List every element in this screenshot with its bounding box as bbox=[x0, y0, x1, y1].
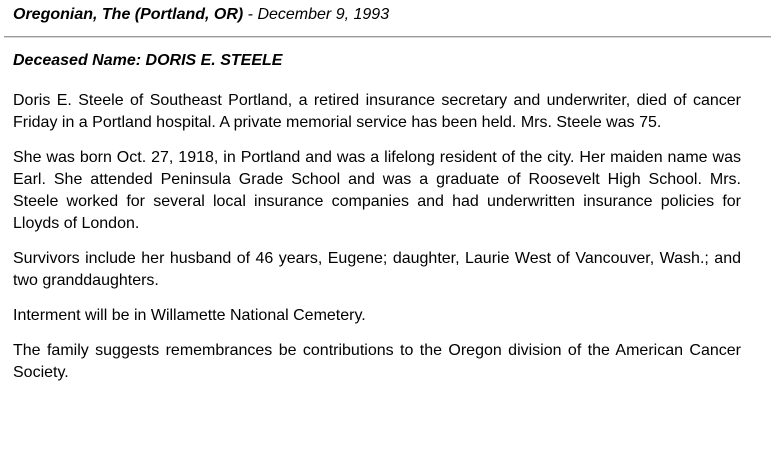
obituary-paragraph: The family suggests remembrances be contributions to the Oregon division of the American Cancer Society. bbox=[13, 342, 741, 381]
newspaper-source: Oregonian, The (Portland, OR) bbox=[13, 6, 244, 23]
publication-date: December 9, 1993 bbox=[257, 6, 390, 23]
obituary-paragraph: She was born Oct. 27, 1918, in Portland and was a lifelong resident of the city. Her maiden name was Earl. She attended Peninsula Grade School and was a graduate of Roosevelt High School. Mrs. Steele worked for several local insurance companies and had underwritten insurance policies for Lloyds of London. bbox=[13, 149, 741, 232]
header-separator: - bbox=[243, 6, 258, 23]
obituary-paragraph: Survivors include her husband of 46 years, Eugene; daughter, Laurie West of Vancouver, Wash.; and two granddaughters. bbox=[13, 250, 741, 289]
obituary-body bbox=[13, 90, 741, 397]
obituary-paragraph: Interment will be in Willamette National Cemetery. bbox=[13, 307, 366, 324]
document-header bbox=[13, 5, 389, 25]
header-divider bbox=[4, 36, 771, 38]
obituary-paragraph: Doris E. Steele of Southeast Portland, a retired insurance secretary and underwriter, died of cancer Friday in a Portland hospital. A private memorial service has been held. Mrs. Steele was 75. bbox=[13, 92, 741, 131]
deceased-name-heading: Deceased Name: DORIS E. STEELE bbox=[13, 52, 283, 69]
